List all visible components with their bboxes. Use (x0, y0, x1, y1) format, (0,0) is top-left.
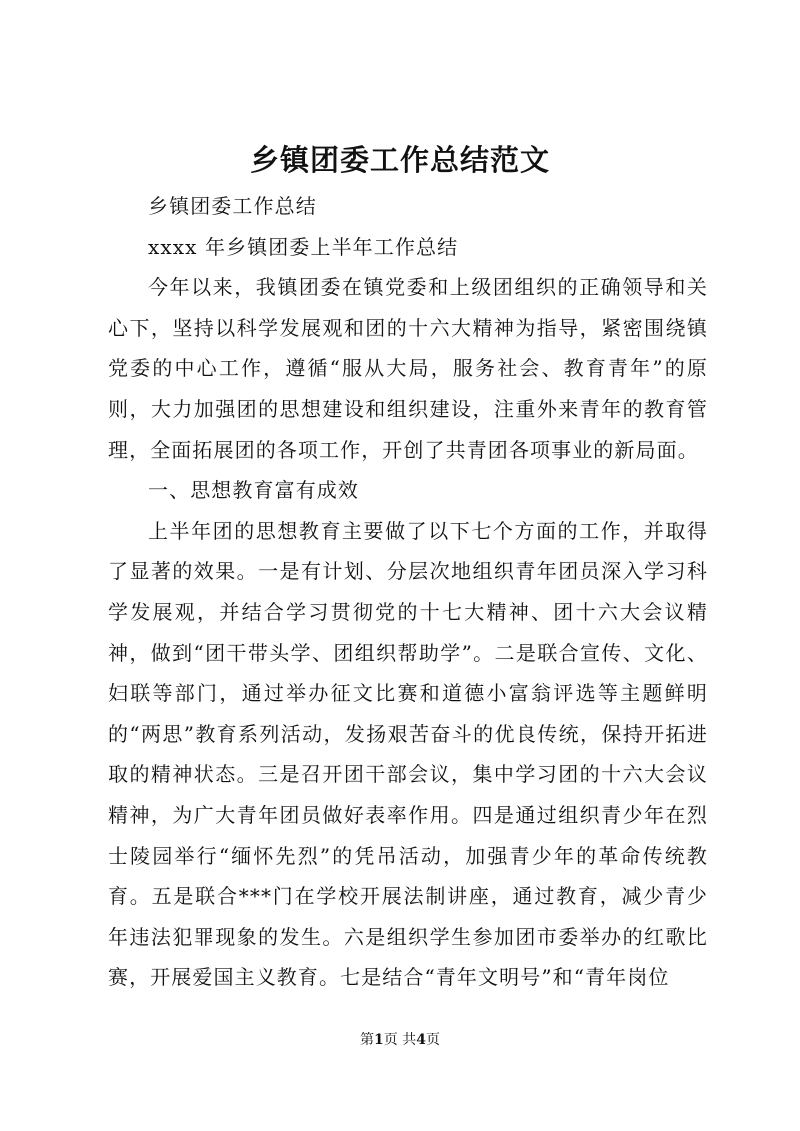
subtitle-line: 乡镇团委工作总结 (148, 194, 317, 218)
paragraph-ideology-education: 上半年团的思想教育主要做了以下七个方面的工作，并取得了显著的效果。一是有计划、分层次地组织青年团员深入学习科学发展观，并结合学习贯彻党的十七大精神、团十六大会议精神，做到“团干带头学、团组织帮助学”。二是联合宣传、文化、妇联等部门，通过举办征文比赛和道德小富翁评选等主题鲜明的“两思”教育系列活动，发扬艰苦奋斗的优良传统，保持开拓进取的精神状态。三是召开团干部会议，集中学习团的十六大会议精神，为广大青年团员做好表率作用。四是通过组织青少年在烈士陵园举行“缅怀先烈”的凭吊活动，加强青少年的革命传统教育。五是联合***门在学校开展法制讲座，通过教育，减少青少年违法犯罪现象的发生。六是组织学生参加团市委举办的红歌比赛，开展爱国主义教育。七是结合“青年文明号”和“青年岗位 (108, 518, 708, 990)
document-title: 乡镇团委工作总结范文 (249, 143, 550, 177)
page-total: 4 (416, 1032, 426, 1048)
paragraph-intro: 今年以来，我镇团委在镇党委和上级团组织的正确领导和关心下，坚持以科学发展观和团的十六大精神为指导，紧密围绕镇党委的中心工作，遵循“服从大局，服务社会、教育青年”的原则，大力加强团的思想建设和组织建设，注重外来青年的教育管理，全面拓展团的各项工作，开创了共青团各项事业的新局面。 (108, 275, 708, 462)
document-body (108, 186, 708, 998)
footer-suffix: 页 (425, 1032, 440, 1048)
footer-middle: 页 共 (383, 1032, 417, 1048)
page-number: 1 (374, 1032, 384, 1048)
footer-prefix: 第 (360, 1032, 375, 1048)
page-footer (0, 1030, 800, 1050)
section-heading: 一、思想教育富有成效 (148, 478, 359, 503)
subtitle-line-2: xxxx 年乡镇团委上半年工作总结 (148, 234, 459, 259)
